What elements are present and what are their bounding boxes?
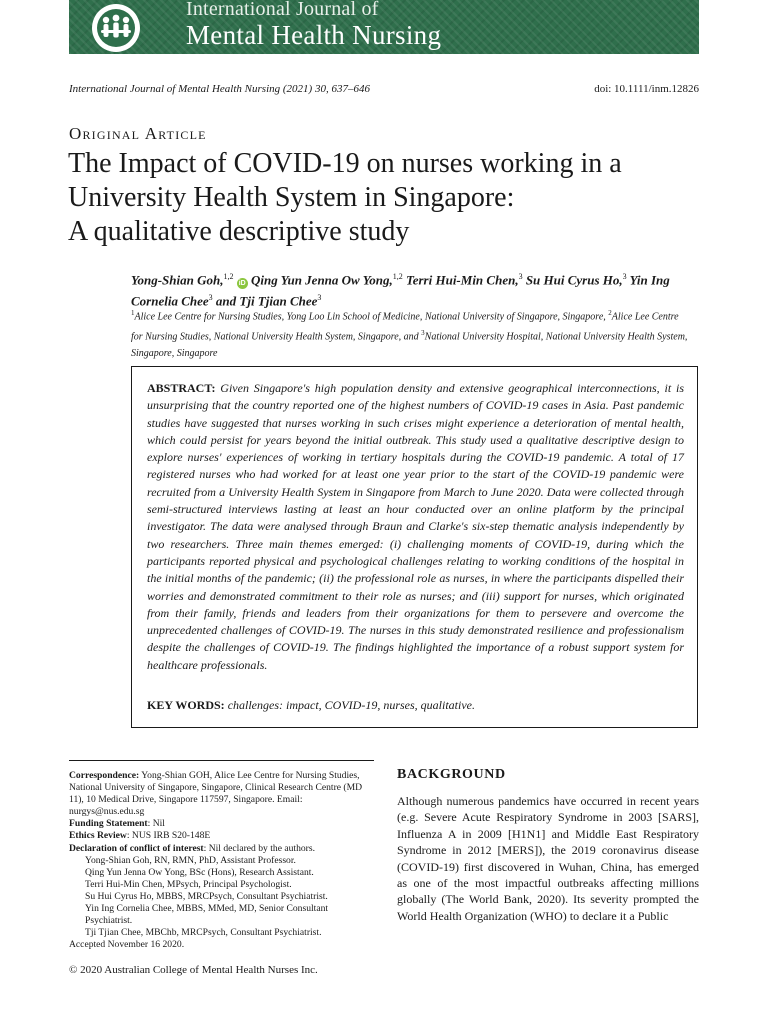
- conflict-declaration: [69, 843, 374, 855]
- citation: International Journal of Mental Health Nursing (2021) 30, 637–646: [69, 83, 370, 95]
- conflict-text: : Nil declared by the authors.: [203, 842, 315, 854]
- journal-logo-icon: [91, 3, 141, 53]
- author-bio: Yin Ing Cornelia Chee, MBBS, MMed, MD, Senior Consultant Psychiatrist.: [85, 903, 329, 927]
- affiliation-mark: 3: [421, 329, 425, 338]
- orcid-icon[interactable]: iD: [238, 280, 246, 288]
- abstract-text: Given Singapore's high population density and extensive geographical interconnections, it is unsurprising that the country reported one of the highest numbers of COVID-19 cases in Asia. Past pandemic studies have suggested that nurses working in such crises might experience a deterioration of mental health, which could persist for years beyond the initial outbreak. This study used a qualitative descriptive design to explore nurses' experiences of working in tertiary hospitals during the COVID-19 pandemic. A total of 17 registered nurses who had worked for at least one year prior to the start of the COVID-19 pandemic were recruited from a University Health System in Singapore from March to June 2020. Data were collected through semi-structured interviews lasting at least an hour conducted over an online platform by the principal investigator. The data were analysed through Braun and Clarke's six-step thematic analysis independently by two researchers. Three main themes emerged: (i) challenging moments of COVID-19, during which the participants reported physical and psychological challenges relating to working conditions of the hospital in the initial months of the pandemic; (ii) the professional role as nurses, in where the participants dispelled their worries and demonstrated commitment to their role as nurses; and (iii) support for nurses, which originated from their family, friends and leaders from their organizations for them to persevere and overcome the unprecedented challenges of COVID-19. The nurses in this study demonstrated resilience and professionalism despite the challenges of COVID-19. The findings highlighted the importance of a robust support system for healthcare professionals.: [147, 381, 684, 672]
- doi-link[interactable]: doi: 10.1111/inm.12826: [594, 83, 699, 95]
- article-title: [68, 147, 708, 249]
- author-affiliation-mark: 3: [622, 272, 627, 281]
- author-bio: Qing Yun Jenna Ow Yong, BSc (Hons), Research Assistant.: [85, 866, 314, 878]
- author-affiliation-mark: 3: [317, 293, 322, 303]
- footnote-divider: [69, 760, 374, 761]
- background-paragraph: Although numerous pandemics have occurred in recent years (e.g. Severe Acute Respiratory Syndrome in 2003 [SARS], Influenza A in 2009 [H1N1] and Middle East Respiratory Syndrome in 2012 [MERS]), the 2019 coronavirus disease (COVID-19) first discovered in Wuhan, China, has emerged as one of the most impactful outbreaks affecting millions globally (The World Bank, 2020). Its severity prompted the World Health Organization (WHO) to declare it a Public: [397, 794, 699, 923]
- author-list: [131, 268, 691, 310]
- author-bio: Yong-Shian Goh, RN, RMN, PhD, Assistant Professor.: [85, 854, 296, 866]
- keywords: [147, 697, 684, 714]
- correspondence-label: Correspondence:: [69, 770, 140, 781]
- author-name[interactable]: Yin Ing Cornelia Chee: [131, 272, 670, 309]
- accepted-date: Accepted November 16 2020.: [69, 939, 185, 951]
- journal-name-line2: Mental Health Nursing: [186, 20, 442, 50]
- keywords-label: KEY WORDS:: [147, 698, 225, 712]
- funding-statement: [69, 818, 374, 830]
- copyright: © 2020 Australian College of Mental Health Nurses Inc.: [69, 964, 318, 976]
- section-heading-background: BACKGROUND: [397, 767, 506, 782]
- author-bio: Terri Hui-Min Chen, MPsych, Principal Psychologist.: [85, 878, 292, 890]
- journal-banner: [69, 0, 699, 54]
- author-affiliation-mark: 3: [208, 293, 213, 303]
- author-name[interactable]: Qing Yun Jenna Ow Yong,: [247, 272, 393, 288]
- author-affiliation-mark: 3: [518, 272, 523, 281]
- affiliation-text: Alice Lee Centre for Nursing Studies, Yong Loo Lin School of Medicine, National University of Singapore, Singapore,: [134, 311, 609, 323]
- conflict-label: Declaration of conflict of interest: [69, 842, 204, 854]
- funding-text: : Nil: [147, 818, 165, 830]
- affiliations: [131, 305, 691, 362]
- affiliation-text: Alice Lee Centre for Nursing Studies, National University Health System, Singapore, and: [131, 311, 679, 343]
- author-name[interactable]: Yong-Shian Goh,: [131, 272, 224, 288]
- journal-name-line1: International Journal of: [186, 0, 379, 20]
- correspondence-text: Yong-Shian GOH, Alice Lee Centre for Nursing Studies, National University of Singapore, Singapore, Clinical Research Centre (MD 11), 10 Medical Drive, Singapore 117597, Singapore. Email: nurgys@nus.edu.sg: [69, 770, 363, 818]
- author-name[interactable]: Terri Hui-Min Chen,: [402, 272, 519, 288]
- ethics-label: Ethics Review: [69, 830, 127, 842]
- author-affiliation-mark: 1,2: [223, 272, 234, 281]
- abstract: [147, 380, 684, 674]
- abstract-box: [131, 366, 698, 728]
- affiliation-mark: 2: [608, 309, 612, 317]
- correspondence: [69, 770, 374, 818]
- author-affiliation-mark: 1,2: [392, 272, 403, 281]
- author-name[interactable]: Su Hui Cyrus Ho,: [522, 272, 623, 288]
- author-bio: Tji Tjian Chee, MBChb, MRCPsych, Consultant Psychiatrist.: [85, 927, 322, 939]
- author-name[interactable]: and Tji Tjian Chee: [212, 293, 318, 309]
- title-line: University Health System in Singapore:: [68, 182, 515, 213]
- affiliation-text: National University Hospital, National University Health System, Singapore, Singapore: [131, 331, 688, 359]
- abstract-label: ABSTRACT:: [147, 381, 216, 395]
- title-line: The Impact of COVID-19 on nurses working in a: [68, 148, 622, 179]
- ethics-review: [69, 830, 374, 842]
- footnotes: [69, 770, 374, 951]
- funding-label: Funding Statement: [69, 818, 148, 830]
- author-bio: Su Hui Cyrus Ho, MBBS, MRCPsych, Consultant Psychiatrist.: [85, 890, 328, 902]
- ethics-text: : NUS IRB S20-148E: [126, 830, 211, 842]
- keywords-text: challenges: impact, COVID-19, nurses, qualitative.: [224, 698, 475, 712]
- article-type-label: Original Article: [69, 124, 207, 143]
- title-line: A qualitative descriptive study: [68, 216, 410, 247]
- affiliation-mark: 1: [131, 309, 135, 317]
